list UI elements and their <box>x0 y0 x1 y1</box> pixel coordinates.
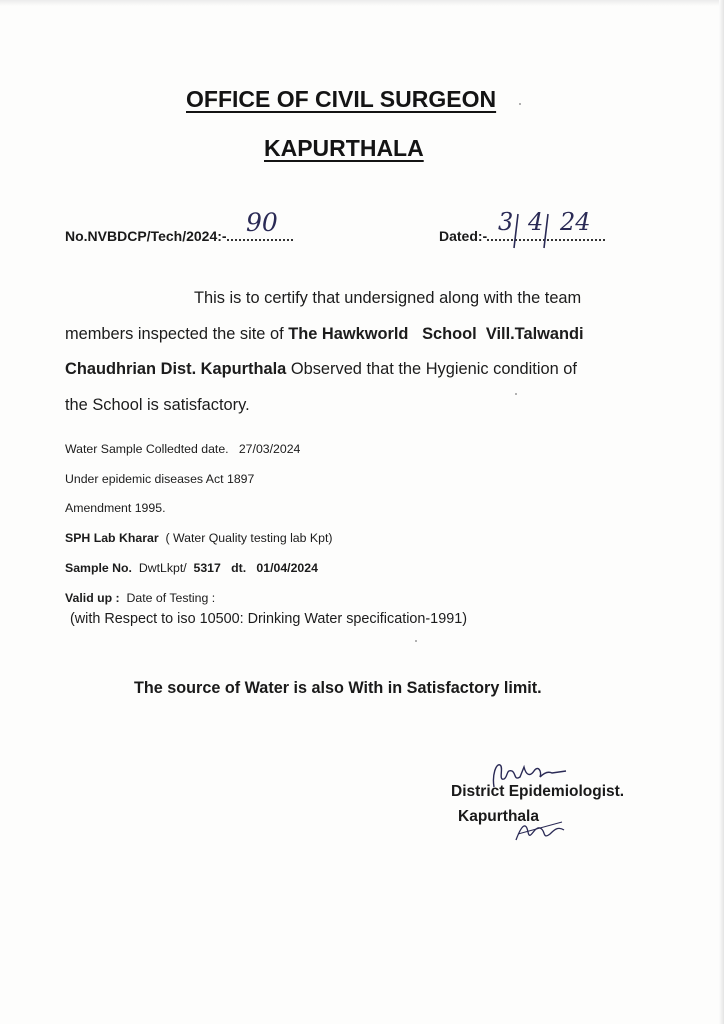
certify-line-3-text: Observed that the Hygienic condition of <box>286 360 577 378</box>
reference-number-handwritten: 90 <box>246 208 278 237</box>
sample-no-dt: dt. <box>231 561 247 575</box>
scan-speck <box>515 393 517 395</box>
scan-edge-top <box>0 0 724 6</box>
date-handwritten-month: 4 <box>528 208 544 236</box>
iso-reference: (with Respect to iso 10500: Drinking Water specification-1991) <box>70 611 467 627</box>
district-title: KAPURTHALA <box>264 135 424 161</box>
signature-place: Kapurthala <box>458 808 539 825</box>
sample-no-label: Sample No. <box>65 561 132 575</box>
dated-label: Dated:- <box>439 228 488 244</box>
sample-collected-label: Water Sample Colledted date. <box>65 442 229 456</box>
scan-edge-right <box>719 0 724 1024</box>
date-slashes <box>510 212 570 252</box>
scan-speck <box>519 103 521 105</box>
sample-no-date: 01/04/2024 <box>256 561 318 575</box>
lab-description: ( Water Quality testing lab Kpt) <box>165 531 333 545</box>
office-title: OFFICE OF CIVIL SURGEON <box>186 86 497 112</box>
water-source-statement: The source of Water is also With in Satisfactory limit. <box>134 679 542 697</box>
valid-up-label: Valid up : <box>65 591 120 605</box>
date-of-testing-label: Date of Testing : <box>126 591 216 605</box>
signature-initials <box>512 812 572 848</box>
certify-line-4: the School is satisfactory. <box>65 396 250 414</box>
lab-label: SPH Lab Kharar <box>65 531 159 545</box>
sample-collected-date: 27/03/2024 <box>238 442 301 456</box>
certify-line-2 <box>65 325 645 344</box>
sample-no-code: DwtLkpt/ <box>138 561 187 575</box>
district-epidemiologist: District Epidemiologist. <box>451 783 625 800</box>
amendment-line: Amendment 1995. <box>65 501 166 515</box>
sample-number-line <box>65 561 318 575</box>
certify-line-2-text: members inspected the site of <box>65 325 289 343</box>
certify-line-3 <box>65 360 645 379</box>
valid-up-line <box>65 591 215 605</box>
act-line: Under epidemic diseases Act 1897 <box>65 472 255 486</box>
certify-line-1: This is to certify that undersigned along with the team <box>194 289 582 307</box>
scan-speck <box>415 640 417 642</box>
school-location: Chaudhrian Dist. Kapurthala <box>65 360 287 378</box>
reference-number-label: No.NVBDCP/Tech/2024:- <box>65 228 227 244</box>
date-handwritten-year: 24 <box>560 208 591 236</box>
school-name: The Hawkworld School Vill.Talwandi <box>288 325 584 343</box>
date-handwritten-day: 3 <box>498 208 514 236</box>
sample-collected <box>65 442 300 456</box>
sample-no-value: 5317 <box>193 561 221 575</box>
lab-line <box>65 531 332 545</box>
